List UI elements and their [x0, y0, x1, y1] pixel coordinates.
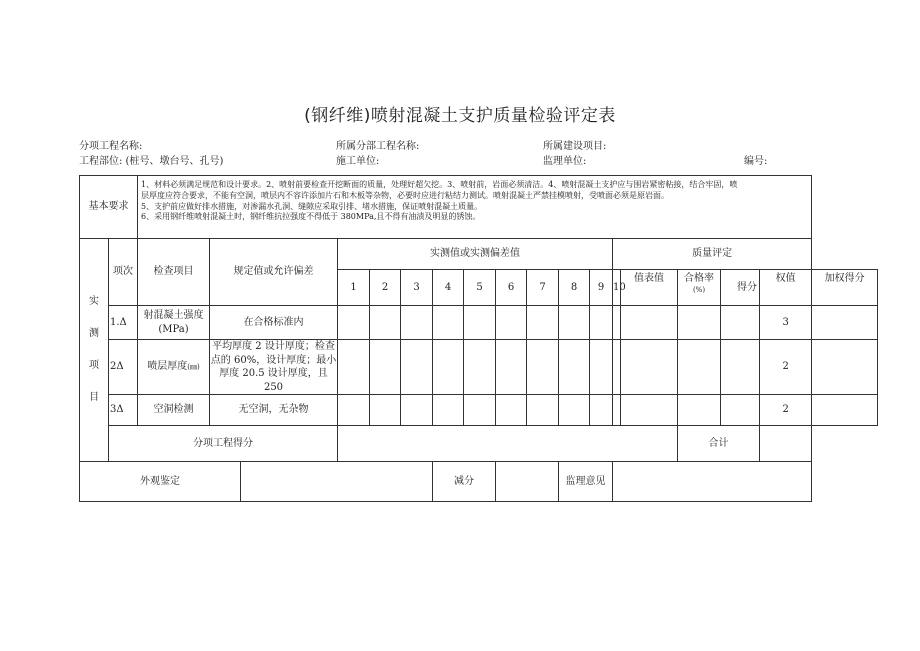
value-col-6: 6 [496, 270, 527, 306]
row-2-score [721, 340, 760, 395]
appearance-label: 外观鉴定 [80, 462, 241, 502]
value-col-8: 8 [559, 270, 590, 306]
value-col-9: 9 [590, 270, 613, 306]
value-col-2: 2 [370, 270, 401, 306]
row-3-weight: 2 [760, 395, 812, 426]
row-1-value-2 [370, 306, 401, 340]
row-3-rep-value [621, 395, 678, 426]
item-no-header: 项次 [109, 239, 138, 306]
requirement-line: 1、材料必须满足规范和设计要求。2、喷射前要检查开挖断面的质量，处理好超欠挖。3、喷射前，岩面必须清洁。4、喷射混凝土支护应与围岩紧密粘接，结合牢固，喷 [141, 180, 738, 189]
row-1-no: 1.Δ [109, 306, 138, 340]
deduction-label: 减分 [433, 462, 496, 502]
requirements-text [138, 176, 812, 239]
row-2-no: 2Δ [109, 340, 138, 395]
row-3-weighted-score [812, 395, 878, 426]
construction-project-label: 所属建设项目: [543, 141, 607, 152]
row-1-weight: 3 [760, 306, 812, 340]
row-3-item: 空洞检测 [138, 395, 210, 426]
row-3-spec: 无空洞，无杂物 [210, 395, 338, 426]
row-1-value-5 [464, 306, 496, 340]
row-2-pass-rate [678, 340, 721, 395]
pass-rate-unit: (%) [692, 285, 706, 294]
row-3-value-2 [370, 395, 401, 426]
quality-eval-header: 质量评定 [613, 239, 812, 270]
supervisor-opinion-label: 监理意见 [559, 462, 613, 502]
row-1-score [721, 306, 760, 340]
requirement-line: 6、采用钢纤维喷射混凝土时，钢纤维抗拉强度不得低于 380MPa,且不得有油渍及明显的锈蚀。 [141, 212, 481, 222]
row-1-weighted-score [812, 306, 878, 340]
row-1-value-3 [401, 306, 433, 340]
requirements-label: 基本要求 [80, 176, 138, 239]
row-3-no: 3Δ [109, 395, 138, 426]
row-1-spec: 在合格标准内 [210, 306, 338, 340]
serial-no-label: 编号: [744, 156, 768, 167]
row-2-value-5 [464, 340, 496, 395]
total-label: 合计 [678, 426, 760, 462]
measured-values-header: 实测值或实测偏差值 [338, 239, 613, 270]
rep-value-header: 值表值 [621, 270, 678, 306]
row-1-pass-rate [678, 306, 721, 340]
row-3-value-4 [433, 395, 464, 426]
inspection-table [79, 175, 878, 502]
appearance-value [241, 462, 433, 502]
row-1-value-8 [559, 306, 590, 340]
row-2-value-8 [559, 340, 590, 395]
row-2-weighted-score [812, 340, 878, 395]
row-2-item-note: (㎜) [187, 363, 200, 372]
row-2-rep-value [621, 340, 678, 395]
value-col-3: 3 [401, 270, 433, 306]
value-col-7: 7 [527, 270, 559, 306]
row-3-pass-rate [678, 395, 721, 426]
row-1-value-7 [527, 306, 559, 340]
row-3-value-9 [590, 395, 613, 426]
division-name-label: 所属分部工程名称: [336, 141, 420, 152]
measured-items-label: 实 测 项 目 [80, 239, 109, 462]
sub-score-label: 分项工程得分 [109, 426, 338, 462]
row-3-score [721, 395, 760, 426]
value-col-5: 5 [464, 270, 496, 306]
row-2-value-6 [496, 340, 527, 395]
weight-header: 权值 [760, 270, 812, 306]
row-1-rep-value [621, 306, 678, 340]
row-2-spec: 平均厚度 2 设计厚度；检查点的 60%，设计厚度；最小厚度 20.5 设计厚度，且 250 [210, 341, 337, 393]
row-1-value-10 [613, 306, 621, 340]
requirement-line: 5、支护前应做好排水措施，对渗漏水孔洞、缝隙应采取引排、堵水措施，保证喷射混凝土质量。 [141, 201, 483, 211]
pass-rate-header: 合格率 (%) [678, 270, 721, 306]
score-header: 得分 [721, 270, 760, 306]
spec-header: 规定值或允许偏差 [210, 239, 338, 306]
work-location-label: 工程部位: (桩号、墩台号、孔号) [79, 156, 224, 167]
row-3-value-5 [464, 395, 496, 426]
row-1-value-4 [433, 306, 464, 340]
row-3-value-6 [496, 395, 527, 426]
row-1-item: 射混凝土强度(MPa) [138, 306, 210, 340]
row-2-weight: 2 [760, 340, 812, 395]
check-item-header: 检查项目 [138, 239, 210, 306]
weighted-score-header: 加权得分 [812, 270, 878, 306]
value-col-10: 10 [613, 270, 621, 306]
row-2-value-7 [527, 340, 559, 395]
row-3-value-8 [559, 395, 590, 426]
value-col-4: 4 [433, 270, 464, 306]
row-2-value-3 [401, 340, 433, 395]
row-2-value-2 [370, 340, 401, 395]
supervision-unit-label: 监理单位: [543, 156, 587, 167]
row-2-item: 喷层厚度(㎜) [138, 340, 210, 395]
construction-unit-label: 施工单位: [336, 156, 380, 167]
row-3-value-3 [401, 395, 433, 426]
row-3-value-7 [527, 395, 559, 426]
row-2-value-9 [590, 340, 613, 395]
row-3-value-10 [613, 395, 621, 426]
deduction-value [496, 462, 559, 502]
row-1-value-6 [496, 306, 527, 340]
sub-score-value [338, 426, 678, 462]
total-value [760, 426, 812, 462]
row-2-value-10 [613, 340, 621, 395]
row-2-value-4 [433, 340, 464, 395]
row-1-value-1 [338, 306, 370, 340]
supervisor-opinion-value [613, 462, 812, 502]
row-1-value-9 [590, 306, 613, 340]
value-col-1: 1 [338, 270, 370, 306]
row-3-value-1 [338, 395, 370, 426]
page-title: (钢纤维)喷射混凝土支护质量检验评定表 [304, 106, 616, 126]
sub-project-name-label: 分项工程名称: [79, 141, 143, 152]
row-2-value-1 [338, 340, 370, 395]
requirement-line: 层厚度应符合要求，不能有空洞，喷层内不容许添加片石和木板等杂物，必要时应进行粘结力测试。喷射混凝土严禁挂模喷射，受喷面必须是原岩面。 [141, 190, 669, 200]
